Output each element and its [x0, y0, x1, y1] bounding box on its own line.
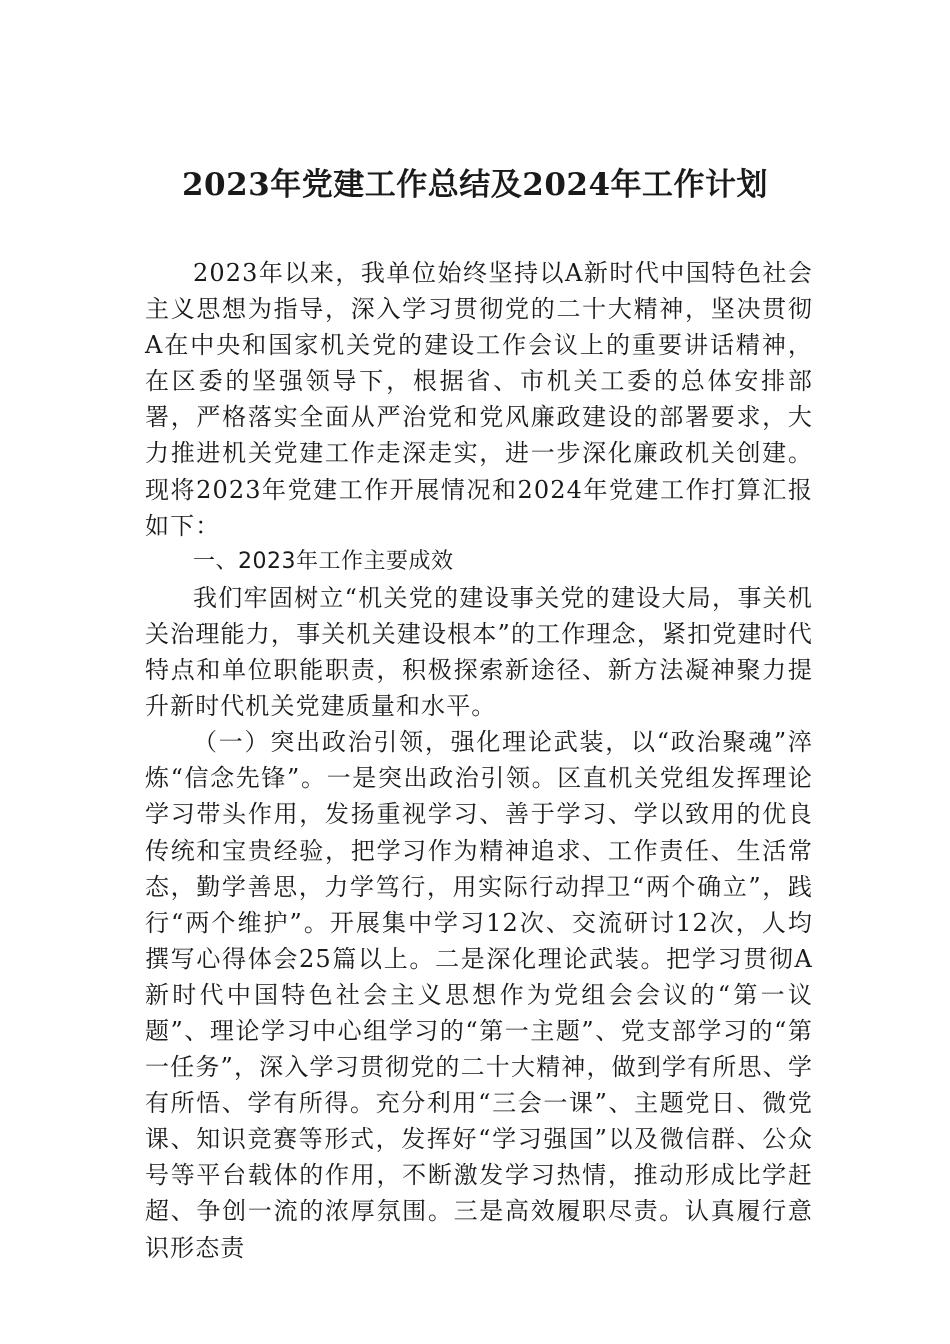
subsection-paragraph: （一）突出政治引领，强化理论武装，以“政治聚魂”淬炼“信念先锋”。一是突出政治引领。区直机关党组发挥理论学习带头作用，发扬重视学习、善于学习、学以致用的优良传统和宝贵经验，把学习作为精神追求、工作责任、生活常态，勤学善思，力学笃行，用实际行动捍卫“两个确立”，践行“两个维护”。开展集中学习12次、交流研讨12次，人均撰写心得体会25篇以上。二是深化理论武装。把学习贯彻A新时代中国特色社会主义思想作为党组会会议的“第一议题”、理论学习中心组学习的“第一主题”、党支部学习的“第一任务”，深入学习贯彻党的二十大精神，做到学有所思、学有所悟、学有所得。充分利用“三会一课”、主题党日、微党课、知识竞赛等形式，发挥好“学习强国”以及微信群、公众号等平台载体的作用，不断激发学习热情，推动形成比学赶超、争创一流的浓厚氛围。三是高效履职尽责。认真履行意识形态责	[145, 728, 813, 1262]
document-body	[145, 255, 813, 1266]
document-title: 2023年党建工作总结及2024年工作计划	[181, 167, 769, 203]
section-heading: 一、2023年工作主要成效	[193, 548, 454, 574]
section-intro-paragraph: 我们牢固树立“机关党的建设事关党的建设大局，事关机关治理能力，事关机关建设根本”的工作理念，紧扣党建时代特点和单位职能职责，积极探索新途径、新方法凝神聚力提升新时代机关党建质量和水平。	[145, 583, 813, 721]
intro-paragraph: 2023年以来，我单位始终坚持以A新时代中国特色社会主义思想为指导，深入学习贯彻党的二十大精神，坚决贯彻A在中央和国家机关党的建设工作会议上的重要讲话精神，在区委的坚强领导下，根据省、市机关工委的总体安排部署，严格落实全面从严治党和党风廉政建设的部署要求，大力推进机关党建工作走深走实，进一步深化廉政机关创建。现将2023年党建工作开展情况和2024年党建工作打算汇报如下：	[145, 259, 813, 540]
